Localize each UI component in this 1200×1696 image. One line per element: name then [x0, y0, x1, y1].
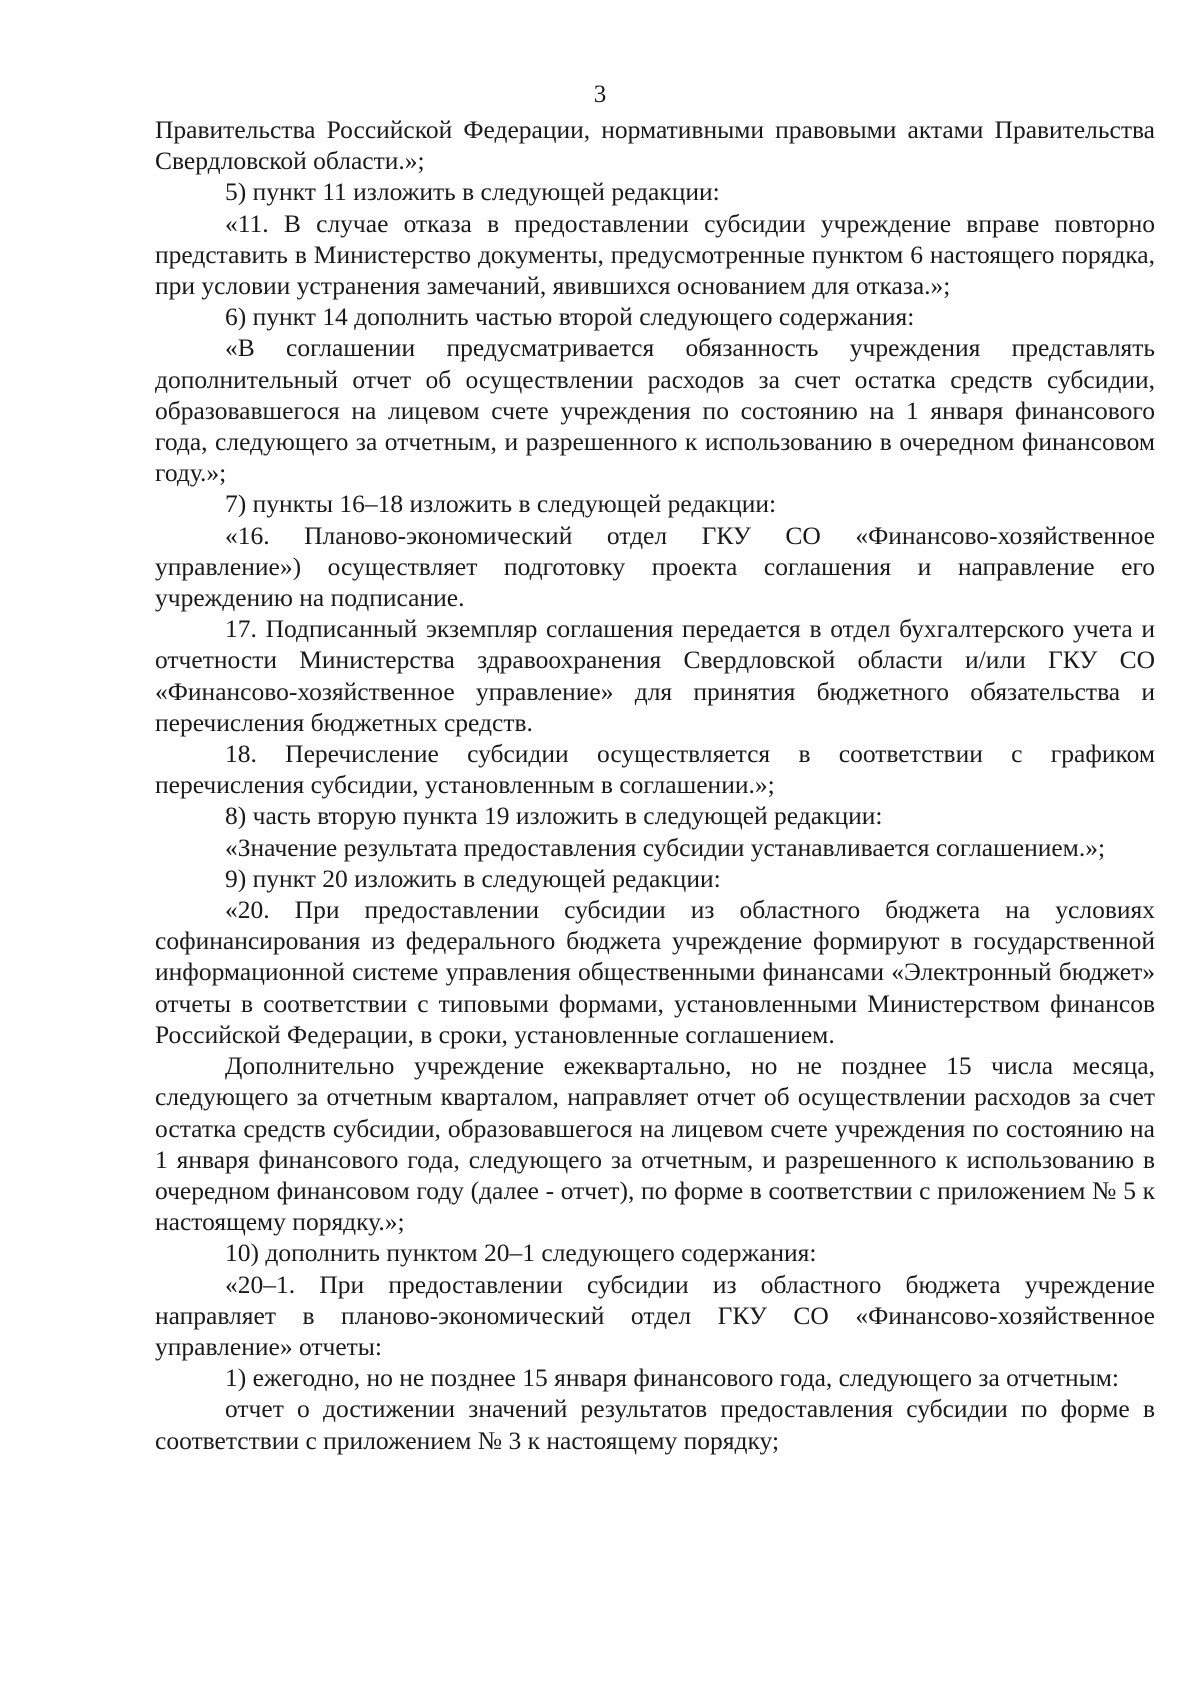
paragraph-point-20-additional: Дополнительно учреждение ежеквартально, но не позднее 15 числа месяца, следующего за отчетным кварталом, направляет отчет об осуществлении расходов за счет остатка средств субсидии, образовавшегося на лицевом счете учреждения по состоянию на 1 января финансового года, следующего за отчетным, и разрешенного к использованию в очередном финансовом году (далее - отчет), по форме в соответствии с приложением № 5 к настоящему порядку.»; [155, 1051, 1155, 1237]
paragraph-point-20-1-text: «20–1. При предоставлении субсидии из областного бюджета учреждение направляет в планово-экономический отдел ГКУ СО «Финансово-хозяйственное управление» отчеты: [155, 1269, 1155, 1361]
paragraph-item-10: 10) дополнить пунктом 20–1 следующего содержания: [225, 1238, 817, 1268]
document-body [155, 114, 1155, 1456]
paragraph-item-9: 9) пункт 20 изложить в следующей редакции: [225, 863, 721, 893]
paragraph-item-6: 6) пункт 14 дополнить частью второй следующего содержания: [225, 302, 915, 332]
paragraph-subitem-1: 1) ежегодно, но не позднее 15 января финансового года, следующего за отчетным: [225, 1363, 1119, 1393]
paragraph-point-11-text: «11. В случае отказа в предоставлении субсидии учреждение вправе повторно представить в Министерство документы, предусмотренные пунктом 6 настоящего порядка, при условии устранения замечаний, явившихся основанием для отказа.»; [155, 208, 1155, 301]
page-number: 3 [593, 81, 607, 108]
paragraph-point-14-text: «В соглашении предусматривается обязанность учреждения представлять дополнительный отчет об осуществлении расходов за счет остатка средств субсидии, образовавшегося на лицевом счете учреждения по состоянию на 1 января финансового года, следующего за отчетным, и разрешенного к использованию в очередном финансовом году.»; [155, 333, 1155, 488]
paragraph-item-5: 5) пункт 11 изложить в следующей редакции: [225, 177, 720, 207]
paragraph-point-16-text: «16. Планово-экономический отдел ГКУ СО «Финансово-хозяйственное управление») осуществляет подготовку проекта соглашения и направление его учреждению на подписание. [155, 520, 1155, 613]
paragraph-point-19-text: «Значение результата предоставления субсидии устанавливается соглашением.»; [225, 832, 1106, 862]
paragraph-point-17-text: 17. Подписанный экземпляр соглашения передается в отдел бухгалтерского учета и отчетности Министерства здравоохранения Свердловской области и/или ГКУ СО «Финансово-хозяйственное управление» для принятия бюджетного обязательства и перечисления бюджетных средств. [155, 614, 1155, 737]
paragraph-item-8: 8) часть вторую пункта 19 изложить в следующей редакции: [225, 801, 883, 831]
paragraph-point-18-text: 18. Перечисление субсидии осуществляется в соответствии с графиком перечисления субсидии, установленным в соглашении.»; [155, 739, 1155, 800]
paragraph-report-description: отчет о достижении значений результатов предоставления субсидии по форме в соответствии с приложением № 3 к настоящему порядку; [155, 1394, 1155, 1455]
paragraph-point-20-text: «20. При предоставлении субсидии из областного бюджета на условиях софинансирования из федерального бюджета учреждение формируют в государственной информационной системе управления общественными финансами «Электронный бюджет» отчеты в соответствии с типовыми формами, установленными Министерством финансов Российской Федерации, в сроки, установленные соглашением. [155, 895, 1155, 1049]
paragraph-item-7: 7) пункты 16–18 изложить в следующей редакции: [225, 489, 777, 519]
paragraph-continuation: Правительства Российской Федерации, нормативными правовыми актами Правительства Свердловской области.»; [155, 115, 1155, 176]
